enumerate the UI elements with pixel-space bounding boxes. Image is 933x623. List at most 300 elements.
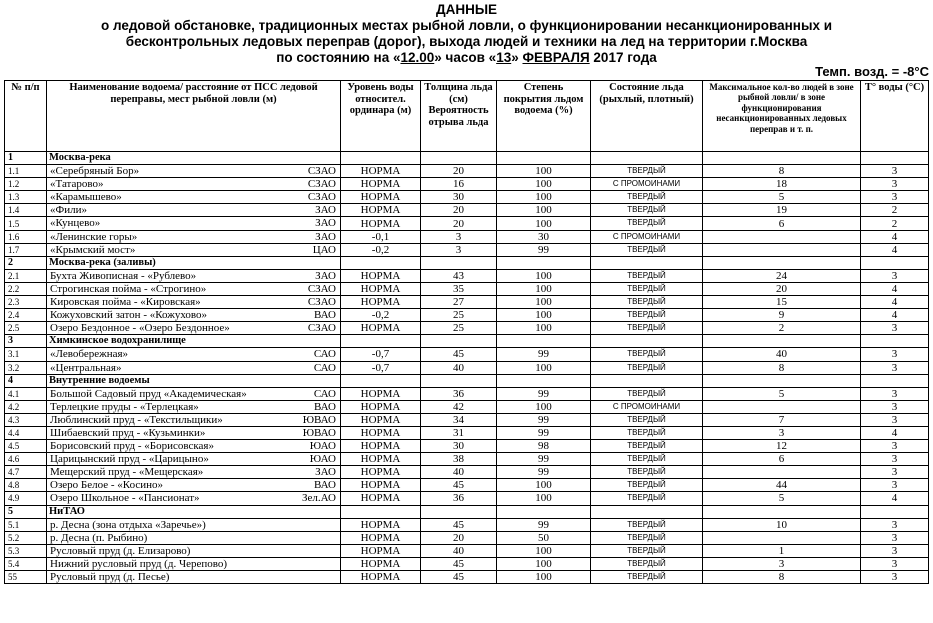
col-header-level: Уровень воды относител. ординара (м) — [341, 81, 421, 152]
max-people: 18 — [703, 178, 861, 191]
table-row — [5, 557, 929, 570]
water-body-cell — [47, 492, 341, 505]
doc-subtitle-line-1: о ледовой обстановке, традиционных местах рыбной ловли, о функционировании несанкционированных и — [100, 18, 833, 33]
water-body-name: «Кунцево» — [50, 217, 101, 230]
empty-cell — [591, 335, 703, 348]
water-level: НОРМА — [341, 440, 421, 453]
empty-cell — [497, 374, 591, 387]
row-number: 4.3 — [5, 413, 47, 426]
ice-coverage: 50 — [497, 531, 591, 544]
row-number: 55 — [5, 571, 47, 584]
max-people: 3 — [703, 557, 861, 570]
col-header-ice-state: Состояние льда (рыхлый, плотный) — [591, 81, 703, 152]
water-temperature: 3 — [861, 544, 929, 557]
water-temperature: 3 — [861, 413, 929, 426]
empty-cell — [497, 256, 591, 269]
table-row — [5, 413, 929, 426]
row-number: 1.5 — [5, 217, 47, 230]
district-label: СЗАО — [307, 191, 336, 204]
water-temperature: 3 — [861, 322, 929, 335]
table-row — [5, 282, 929, 295]
water-body-cell — [47, 544, 341, 557]
table-row — [5, 518, 929, 531]
water-level: НОРМА — [341, 466, 421, 479]
ice-coverage: 99 — [497, 466, 591, 479]
col-header-coverage: Степень покрытия льдом водоема (%) — [497, 81, 591, 152]
max-people: 40 — [703, 348, 861, 361]
district-label: Зел.АО — [302, 492, 336, 505]
ice-thickness: 20 — [421, 165, 497, 178]
section-row — [5, 256, 929, 269]
water-body-cell — [47, 571, 341, 584]
row-number: 3.1 — [5, 348, 47, 361]
water-body-name: «Фили» — [50, 204, 87, 217]
empty-cell — [703, 335, 861, 348]
doc-subtitle-line-3 — [0, 50, 933, 66]
ice-thickness: 45 — [421, 479, 497, 492]
col-header-thickness: Толщина льда (см) Вероятность отрыва льда — [421, 81, 497, 152]
max-people — [703, 230, 861, 243]
ice-thickness: 3 — [421, 230, 497, 243]
water-temperature: 4 — [861, 230, 929, 243]
table-row — [5, 191, 929, 204]
water-temperature: 3 — [861, 178, 929, 191]
water-body-name: «Центральная» — [50, 361, 122, 374]
table-row — [5, 544, 929, 557]
water-body-cell — [47, 322, 341, 335]
section-number: 1 — [5, 152, 47, 165]
district-label: СЗАО — [307, 322, 336, 335]
ice-coverage: 100 — [497, 492, 591, 505]
table-row — [5, 296, 929, 309]
ice-state: ТВЕРДЫЙ — [591, 531, 703, 544]
water-temperature: 2 — [861, 204, 929, 217]
empty-cell — [591, 374, 703, 387]
water-temperature: 3 — [861, 518, 929, 531]
district-label: ЮАО — [309, 453, 336, 466]
ice-coverage: 100 — [497, 269, 591, 282]
max-people: 3 — [703, 426, 861, 439]
max-people: 6 — [703, 217, 861, 230]
table-row — [5, 571, 929, 584]
ice-state: ТВЕРДЫЙ — [591, 348, 703, 361]
row-number: 1.6 — [5, 230, 47, 243]
row-number: 3.2 — [5, 361, 47, 374]
water-body-cell — [47, 178, 341, 191]
water-temperature: 3 — [861, 361, 929, 374]
ice-state: ТВЕРДЫЙ — [591, 282, 703, 295]
water-level: НОРМА — [341, 322, 421, 335]
water-level: НОРМА — [341, 204, 421, 217]
section-number: 5 — [5, 505, 47, 518]
water-body-name: Кожуховский затон - «Кожухово» — [50, 309, 208, 322]
ice-thickness: 40 — [421, 361, 497, 374]
water-temperature: 3 — [861, 387, 929, 400]
water-body-cell — [47, 426, 341, 439]
col-header-num: № п/п — [5, 81, 47, 152]
ice-thickness: 20 — [421, 204, 497, 217]
district-label: ВАО — [314, 479, 336, 492]
section-row — [5, 505, 929, 518]
ice-state: ТВЕРДЫЙ — [591, 453, 703, 466]
ice-coverage: 99 — [497, 243, 591, 256]
ice-state: ТВЕРДЫЙ — [591, 217, 703, 230]
water-body-cell — [47, 309, 341, 322]
ice-state: ТВЕРДЫЙ — [591, 479, 703, 492]
ice-state: ТВЕРДЫЙ — [591, 518, 703, 531]
water-body-cell — [47, 361, 341, 374]
row-number: 5.2 — [5, 531, 47, 544]
water-temperature: 2 — [861, 217, 929, 230]
ice-state: ТВЕРДЫЙ — [591, 557, 703, 570]
water-body-cell — [47, 191, 341, 204]
ice-coverage: 99 — [497, 426, 591, 439]
report-day: 13 — [496, 50, 512, 65]
water-body-name: «Татарово» — [50, 178, 104, 191]
section-title: Внутренние водоемы — [47, 374, 341, 387]
max-people: 1 — [703, 544, 861, 557]
max-people — [703, 400, 861, 413]
table-row — [5, 361, 929, 374]
ice-thickness: 45 — [421, 557, 497, 570]
ice-coverage: 100 — [497, 309, 591, 322]
water-temperature: 4 — [861, 309, 929, 322]
water-level: НОРМА — [341, 492, 421, 505]
ice-coverage: 99 — [497, 413, 591, 426]
water-body-cell — [47, 531, 341, 544]
water-body-name: Кировская пойма - «Кировская» — [50, 296, 201, 309]
max-people: 8 — [703, 361, 861, 374]
water-temperature: 3 — [861, 479, 929, 492]
ice-state: ТВЕРДЫЙ — [591, 426, 703, 439]
max-people: 8 — [703, 571, 861, 584]
ice-coverage: 100 — [497, 544, 591, 557]
water-body-name: Русловый пруд (д. Елизарово) — [50, 544, 191, 557]
water-body-name: Русловый пруд (д. Песье) — [50, 571, 170, 583]
water-body-cell — [47, 557, 341, 570]
district-label: САО — [313, 387, 336, 400]
water-body-name: «Левобережная» — [50, 348, 129, 361]
table-row — [5, 531, 929, 544]
ice-thickness: 45 — [421, 571, 497, 584]
water-body-cell — [47, 479, 341, 492]
ice-thickness: 34 — [421, 413, 497, 426]
max-people: 6 — [703, 453, 861, 466]
section-row — [5, 374, 929, 387]
table-row — [5, 479, 929, 492]
water-temperature: 3 — [861, 440, 929, 453]
table-row — [5, 348, 929, 361]
ice-state: С ПРОМОИНАМИ — [591, 230, 703, 243]
empty-cell — [591, 505, 703, 518]
water-temperature: 3 — [861, 165, 929, 178]
ice-thickness: 36 — [421, 492, 497, 505]
water-level: НОРМА — [341, 387, 421, 400]
ice-thickness: 45 — [421, 348, 497, 361]
max-people: 7 — [703, 413, 861, 426]
table-row — [5, 387, 929, 400]
district-label: ВАО — [314, 400, 336, 413]
district-label: ЦАО — [312, 243, 336, 256]
ice-coverage: 100 — [497, 571, 591, 584]
ice-state: ТВЕРДЫЙ — [591, 387, 703, 400]
ice-thickness: 45 — [421, 518, 497, 531]
max-people: 5 — [703, 387, 861, 400]
section-number: 2 — [5, 256, 47, 269]
row-number: 2.4 — [5, 309, 47, 322]
row-number: 4.5 — [5, 440, 47, 453]
ice-coverage: 100 — [497, 178, 591, 191]
water-level: НОРМА — [341, 178, 421, 191]
ice-thickness: 40 — [421, 466, 497, 479]
table-row — [5, 453, 929, 466]
max-people: 5 — [703, 191, 861, 204]
row-number: 4.4 — [5, 426, 47, 439]
max-people: 8 — [703, 165, 861, 178]
max-people: 2 — [703, 322, 861, 335]
water-body-name: «Ленинские горы» — [50, 230, 138, 243]
water-temperature: 3 — [861, 269, 929, 282]
water-body-name: Царицынский пруд - «Царицыно» — [50, 453, 209, 466]
ice-thickness: 31 — [421, 426, 497, 439]
max-people: 12 — [703, 440, 861, 453]
district-label: ВАО — [314, 309, 336, 322]
ice-state: ТВЕРДЫЙ — [591, 544, 703, 557]
ice-state: ТВЕРДЫЙ — [591, 466, 703, 479]
ice-state: ТВЕРДЫЙ — [591, 296, 703, 309]
max-people: 24 — [703, 269, 861, 282]
district-label: ЮВАО — [302, 413, 336, 426]
ice-state: ТВЕРДЫЙ — [591, 191, 703, 204]
empty-cell — [703, 152, 861, 165]
water-level: НОРМА — [341, 571, 421, 584]
section-title: Москва-река — [47, 152, 341, 165]
row-number: 5.3 — [5, 544, 47, 557]
empty-cell — [497, 505, 591, 518]
ice-state: ТВЕРДЫЙ — [591, 361, 703, 374]
district-label: ЗАО — [315, 466, 336, 479]
table-row — [5, 217, 929, 230]
district-label: ЮАО — [309, 440, 336, 453]
water-body-cell — [47, 282, 341, 295]
row-number: 4.8 — [5, 479, 47, 492]
table-header-row — [5, 81, 929, 152]
ice-thickness: 43 — [421, 269, 497, 282]
water-body-cell — [47, 400, 341, 413]
ice-coverage: 100 — [497, 361, 591, 374]
max-people — [703, 531, 861, 544]
water-body-name: «Серебряный Бор» — [50, 165, 140, 178]
row-number: 1.3 — [5, 191, 47, 204]
empty-cell — [861, 335, 929, 348]
ice-thickness: 36 — [421, 387, 497, 400]
water-body-cell — [47, 230, 341, 243]
ice-thickness: 20 — [421, 531, 497, 544]
water-body-cell — [47, 387, 341, 400]
table-row — [5, 204, 929, 217]
ice-thickness: 38 — [421, 453, 497, 466]
empty-cell — [861, 374, 929, 387]
row-number: 2.1 — [5, 269, 47, 282]
empty-cell — [421, 335, 497, 348]
date-suffix: 2017 года — [589, 50, 657, 65]
empty-cell — [591, 256, 703, 269]
water-body-name: «Карамышево» — [50, 191, 122, 204]
water-body-name: Озеро Белое - «Косино» — [50, 479, 164, 492]
water-temperature: 3 — [861, 571, 929, 584]
district-label: ЗАО — [315, 269, 336, 282]
ice-coverage: 100 — [497, 191, 591, 204]
ice-state: ТВЕРДЫЙ — [591, 571, 703, 584]
ice-state: ТВЕРДЫЙ — [591, 269, 703, 282]
section-title: Химкинское водохранилище — [47, 335, 341, 348]
row-number: 5.1 — [5, 518, 47, 531]
ice-coverage: 99 — [497, 387, 591, 400]
ice-state: ТВЕРДЫЙ — [591, 413, 703, 426]
max-people — [703, 466, 861, 479]
water-temperature: 4 — [861, 282, 929, 295]
empty-cell — [341, 505, 421, 518]
row-number: 1.1 — [5, 165, 47, 178]
table-row — [5, 243, 929, 256]
water-level: НОРМА — [341, 217, 421, 230]
row-number: 1.4 — [5, 204, 47, 217]
ice-coverage: 100 — [497, 296, 591, 309]
water-body-name: Люблинский пруд - «Текстильщики» — [50, 413, 223, 426]
ice-coverage: 99 — [497, 518, 591, 531]
ice-coverage: 100 — [497, 322, 591, 335]
ice-coverage: 100 — [497, 165, 591, 178]
table-row — [5, 400, 929, 413]
water-level: НОРМА — [341, 165, 421, 178]
doc-subtitle-line-2: бесконтрольных ледовых переправ (дорог), выхода людей и техники на лед на территории г.Москва — [125, 34, 808, 49]
max-people — [703, 243, 861, 256]
max-people: 5 — [703, 492, 861, 505]
ice-state: ТВЕРДЫЙ — [591, 322, 703, 335]
water-level: НОРМА — [341, 191, 421, 204]
table-row — [5, 466, 929, 479]
ice-thickness: 30 — [421, 191, 497, 204]
section-title: Москва-река (заливы) — [47, 256, 341, 269]
report-month: ФЕВРАЛЯ — [522, 50, 590, 65]
water-level: -0,7 — [341, 361, 421, 374]
water-body-name: Строгинская пойма - «Строгино» — [50, 282, 207, 295]
ice-thickness: 25 — [421, 309, 497, 322]
water-temperature: 4 — [861, 492, 929, 505]
row-number: 2.2 — [5, 282, 47, 295]
row-number: 4.6 — [5, 453, 47, 466]
water-temperature: 3 — [861, 557, 929, 570]
ice-thickness: 20 — [421, 217, 497, 230]
water-body-name: «Крымский мост» — [50, 243, 136, 256]
district-label: СЗАО — [307, 165, 336, 178]
water-level: НОРМА — [341, 269, 421, 282]
max-people: 44 — [703, 479, 861, 492]
col-header-water-temp: Т° воды (°С) — [861, 81, 929, 152]
water-level: НОРМА — [341, 426, 421, 439]
water-temperature: 3 — [861, 531, 929, 544]
empty-cell — [703, 374, 861, 387]
ice-coverage: 99 — [497, 348, 591, 361]
district-label: ЗАО — [315, 204, 336, 217]
ice-state: ТВЕРДЫЙ — [591, 204, 703, 217]
water-body-cell — [47, 204, 341, 217]
water-temperature: 3 — [861, 400, 929, 413]
ice-coverage: 100 — [497, 217, 591, 230]
empty-cell — [591, 152, 703, 165]
water-level: НОРМА — [341, 400, 421, 413]
empty-cell — [421, 256, 497, 269]
ice-coverage: 100 — [497, 557, 591, 570]
water-body-name: Озеро Бездонное - «Озеро Бездонное» — [50, 322, 230, 335]
water-body-name: р. Десна (зона отдыха «Заречье») — [50, 518, 206, 531]
water-level: -0,1 — [341, 230, 421, 243]
section-number: 3 — [5, 335, 47, 348]
water-temperature: 4 — [861, 296, 929, 309]
ice-thickness: 40 — [421, 544, 497, 557]
water-temperature: 3 — [861, 348, 929, 361]
section-row — [5, 152, 929, 165]
ice-thickness: 27 — [421, 296, 497, 309]
empty-cell — [341, 256, 421, 269]
ice-state: ТВЕРДЫЙ — [591, 243, 703, 256]
empty-cell — [341, 374, 421, 387]
empty-cell — [861, 505, 929, 518]
empty-cell — [497, 152, 591, 165]
district-label: ЗАО — [315, 217, 336, 230]
district-label: СЗАО — [307, 178, 336, 191]
water-body-name: Мещерский пруд - «Мещерская» — [50, 466, 204, 479]
row-number: 1.7 — [5, 243, 47, 256]
ice-coverage: 99 — [497, 453, 591, 466]
date-mid: » часов « — [434, 50, 497, 65]
water-level: -0,2 — [341, 243, 421, 256]
water-temperature: 4 — [861, 426, 929, 439]
table-row — [5, 230, 929, 243]
water-body-name: Терлецкие пруды - «Терлецкая» — [50, 400, 199, 413]
col-header-name: Наименование водоема/ расстояние от ПСС ледовой переправы, мест рыбной ловли (м) — [47, 81, 341, 152]
row-number: 4.7 — [5, 466, 47, 479]
district-label: САО — [313, 348, 336, 361]
water-body-cell — [47, 518, 341, 531]
date-prefix: по состоянию на « — [276, 50, 401, 65]
max-people: 15 — [703, 296, 861, 309]
water-body-cell — [47, 440, 341, 453]
water-level: НОРМА — [341, 479, 421, 492]
ice-state: ТВЕРДЫЙ — [591, 165, 703, 178]
district-label: СЗАО — [307, 296, 336, 309]
table-row — [5, 426, 929, 439]
water-body-name: Бухта Живописная - «Рублево» — [50, 269, 197, 282]
ice-coverage: 98 — [497, 440, 591, 453]
water-body-name: Шибаевский пруд - «Кузьминки» — [50, 426, 206, 439]
air-temperature: Темп. возд. = -8°С — [815, 64, 929, 79]
water-temperature: 3 — [861, 466, 929, 479]
water-body-cell — [47, 243, 341, 256]
row-number: 4.9 — [5, 492, 47, 505]
empty-cell — [861, 152, 929, 165]
water-level: НОРМА — [341, 531, 421, 544]
water-temperature: 3 — [861, 453, 929, 466]
table-row — [5, 178, 929, 191]
empty-cell — [341, 335, 421, 348]
ice-thickness: 30 — [421, 440, 497, 453]
ice-coverage: 100 — [497, 204, 591, 217]
water-level: НОРМА — [341, 296, 421, 309]
table-row — [5, 322, 929, 335]
section-title: НиТАО — [47, 505, 341, 518]
table-row — [5, 309, 929, 322]
